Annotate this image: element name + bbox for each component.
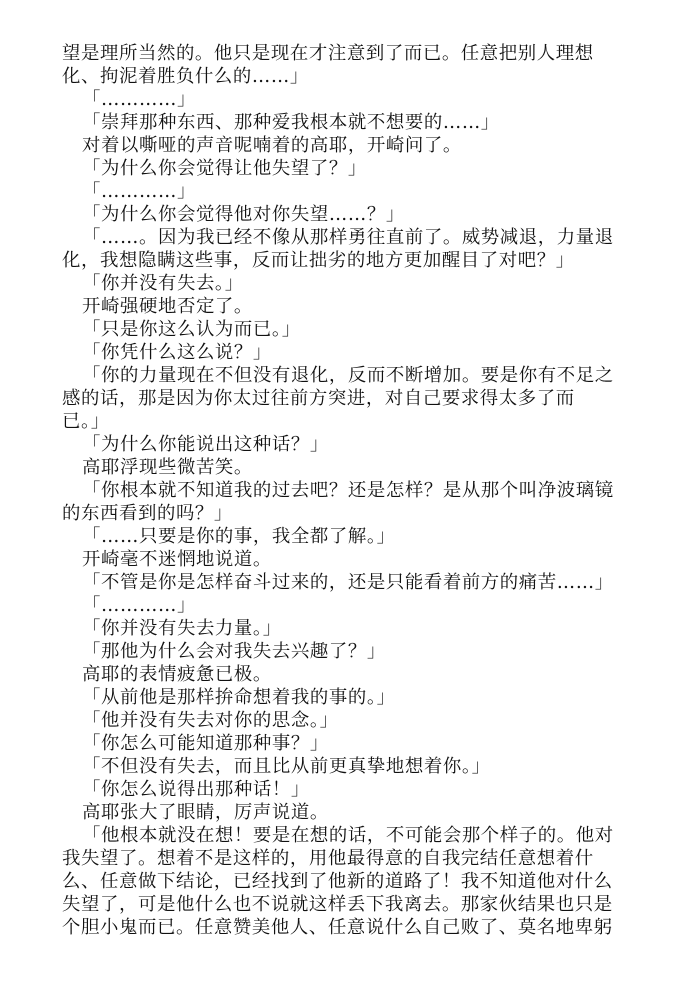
text-line: 「…………」 bbox=[82, 89, 196, 110]
text-line: 化、拘泥着胜负什么的……」 bbox=[62, 66, 309, 87]
text-line: 「你凭什么这么说？」 bbox=[82, 342, 272, 363]
text-line: 已。」 bbox=[62, 411, 110, 432]
text-line: 感的话，那是因为你太过往前方突进，对自己要求得太多了而 bbox=[62, 388, 575, 409]
text-line: 「……只要是你的事，我全都了解。」 bbox=[82, 526, 396, 547]
text-line: 「他并没有失去对你的思念。」 bbox=[82, 710, 339, 731]
text-line: 对着以嘶哑的声音呢喃着的高耶，开崎问了。 bbox=[82, 135, 462, 156]
text-line: 么、任意做下结论，已经找到了他新的道路了！我不知道他对什么 bbox=[62, 871, 613, 892]
text-line: 「那他为什么会对我失去兴趣了？」 bbox=[82, 641, 386, 662]
text-line: 「为什么你能说出这种话？」 bbox=[82, 434, 329, 455]
text-line: 开崎强硬地否定了。 bbox=[82, 296, 253, 317]
text-line: 开崎毫不迷惘地说道。 bbox=[82, 549, 272, 570]
text-line: 「为什么你会觉得他对你失望……？」 bbox=[82, 204, 405, 225]
text-line: 「只是你这么认为而已。」 bbox=[82, 319, 301, 340]
text-line: 我失望了。想着不是这样的，用他最得意的自我完结任意想着什 bbox=[62, 848, 594, 869]
text-line: 「你的力量现在不但没有退化，反而不断增加。要是你有不足之 bbox=[82, 365, 614, 386]
text-line: 失望了，可是他什么也不说就这样丢下我离去。那家伙结果也只是 bbox=[62, 894, 613, 915]
text-line: 「崇拜那种东西、那种爱我根本就不想要的……」 bbox=[82, 112, 500, 133]
text-line: 「你怎么说得出那种话！」 bbox=[82, 779, 310, 800]
text-line: 「你并没有失去力量。」 bbox=[82, 618, 282, 639]
text-line: 「从前他是那样拚命想着我的事的。」 bbox=[82, 687, 396, 708]
text-line: 「你并没有失去。」 bbox=[82, 273, 244, 294]
text-line: 「不但没有失去，而且比从前更真挚地想着你。」 bbox=[82, 756, 491, 777]
text-line: 高耶的表情疲惫已极。 bbox=[82, 664, 272, 685]
text-line: 化，我想隐瞒这些事，反而让拙劣的地方更加醒目了对吧？」 bbox=[62, 250, 575, 271]
text-line: 「…………」 bbox=[82, 181, 196, 202]
body-text bbox=[62, 42, 640, 939]
text-line: 「不管是你是怎样奋斗过来的，还是只能看着前方的痛苦……」 bbox=[82, 572, 614, 593]
text-line: 「他根本就没在想！要是在想的话，不可能会那个样子的。他对 bbox=[82, 825, 614, 846]
text-line: 的东西看到的吗？」 bbox=[62, 503, 233, 524]
text-line: 高耶张大了眼睛，厉声说道。 bbox=[82, 802, 329, 823]
text-line: 个胆小鬼而已。任意赞美他人、任意说什么自己败了、莫名地卑躬 bbox=[62, 917, 613, 938]
text-line: 「…………」 bbox=[82, 595, 196, 616]
text-line: 高耶浮现些微苦笑。 bbox=[82, 457, 253, 478]
text-line: 「你根本就不知道我的过去吧？还是怎样？是从那个叫净波璃镜 bbox=[82, 480, 614, 501]
text-line: 「……。因为我已经不像从那样勇往直前了。威势减退，力量退 bbox=[82, 227, 614, 248]
text-line: 望是理所当然的。他只是现在才注意到了而已。任意把别人理想 bbox=[62, 43, 594, 64]
text-line: 「为什么你会觉得让他失望了？」 bbox=[82, 158, 367, 179]
text-line: 「你怎么可能知道那种事？」 bbox=[82, 733, 329, 754]
